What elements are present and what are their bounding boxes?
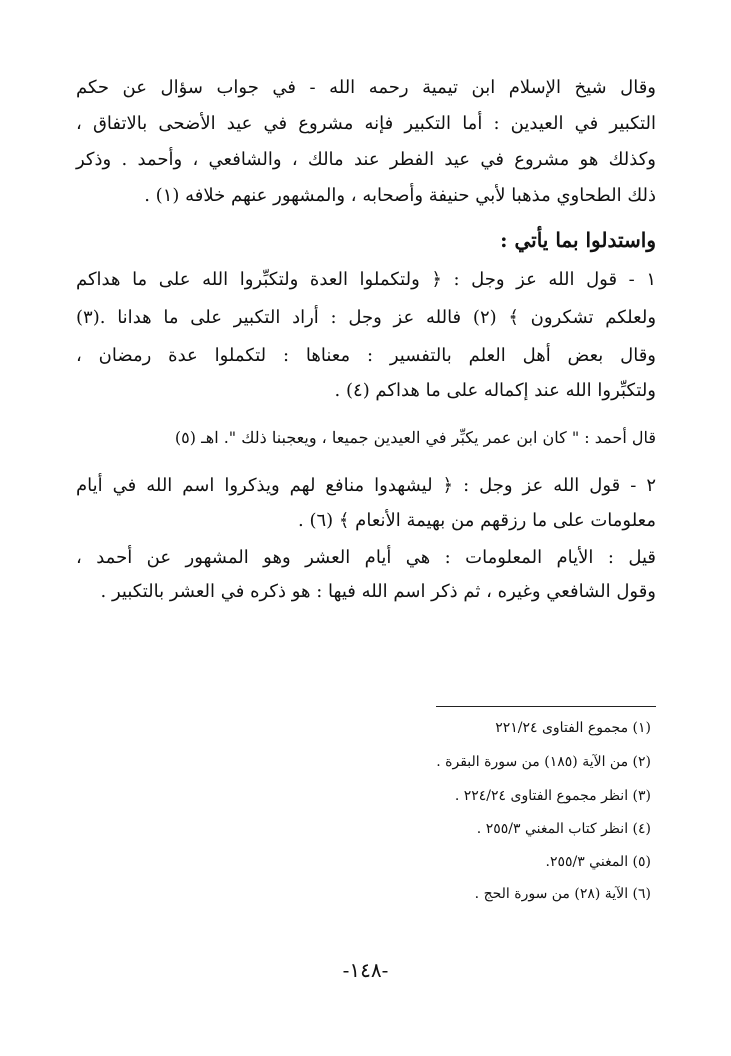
evidence-2-line-1: ٢ - قول الله عز وجل : ﴿ ليشهدوا منافع لهم ويذكروا اسم الله في أيام bbox=[76, 475, 656, 496]
evidence-2-line-4: وقول الشافعي وغيره ، ثم ذكر اسم الله فيها : هو ذكره في العشر بالتكبير . bbox=[100, 581, 656, 602]
footnote-4: (٤) انظر كتاب المغني ٢٥٥/٣ . bbox=[476, 821, 651, 837]
footnote-2: (٢) من الآية (١٨٥) من سورة البقرة . bbox=[436, 754, 651, 770]
evidence-1-line-4: ولتكبِّروا الله عند إكماله على ما هداكم (٤) . bbox=[334, 380, 656, 401]
footnote-5: (٥) المغني ٢٥٥/٣. bbox=[545, 854, 651, 870]
ahmad-quote: قال أحمد : " كان ابن عمر يكبِّر في العيدين جميعا ، ويعجبنا ذلك ". اهـ (٥) bbox=[174, 428, 656, 447]
page-number: -١٤٨- bbox=[342, 958, 389, 982]
evidence-1-line-2: ولعلكم تشكرون ﴾ (٢) فالله عز وجل : أراد التكبير على ما هدانا .(٣) bbox=[76, 307, 657, 328]
footnote-6: (٦) الآية (٢٨) من سورة الحج . bbox=[474, 886, 651, 902]
footnote-3: (٣) انظر مجموع الفتاوى ٢٢٤/٢٤ . bbox=[454, 788, 651, 804]
footnote-1: (١) مجموع الفتاوى ٢٢١/٢٤ bbox=[495, 720, 651, 736]
intro-line-1: وقال شيخ الإسلام ابن تيمية رحمه الله - في جواب سؤال عن حكم bbox=[76, 77, 656, 98]
evidence-1-line-3: وقال بعض أهل العلم بالتفسير : معناها : لتكملوا عدة رمضان ، bbox=[76, 345, 656, 366]
intro-line-3: وكذلك هو مشروع في عيد الفطر عند مالك ، والشافعي ، وأحمد . وذكر bbox=[76, 149, 656, 170]
footnote-divider bbox=[436, 706, 656, 707]
evidence-2-line-2: معلومات على ما رزقهم من بهيمة الأنعام ﴾ (٦) . bbox=[298, 510, 656, 531]
intro-line-2: التكبير في العيدين : أما التكبير فإنه مشروع في عيد الأضحى بالاتفاق ، bbox=[76, 113, 656, 134]
evidence-2-line-3: قيل : الأيام المعلومات : هي أيام العشر وهو المشهور عن أحمد ، bbox=[76, 547, 656, 568]
section-heading: واستدلوا بما يأتي : bbox=[500, 228, 656, 252]
evidence-1-line-1: ١ - قول الله عز وجل : ﴿ ولتكملوا العدة ولتكبِّروا الله على ما هداكم bbox=[76, 269, 656, 290]
intro-line-4: ذلك الطحاوي مذهبا لأبي حنيفة وأصحابه ، والمشهور عنهم خلافه (١) . bbox=[144, 185, 656, 206]
